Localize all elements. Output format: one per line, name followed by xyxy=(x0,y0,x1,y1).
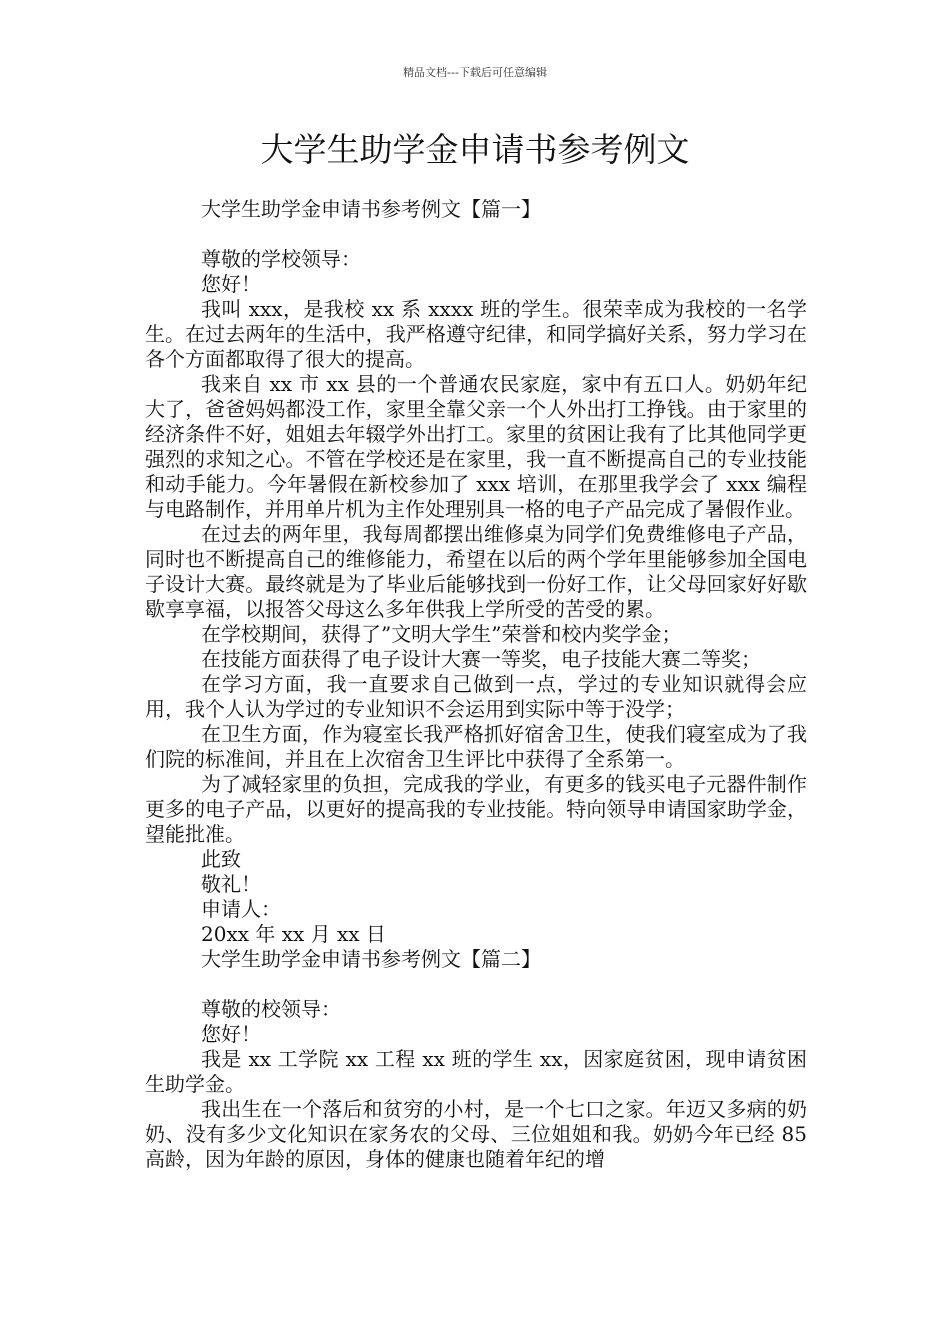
section-2-paragraph: 我是 xx 工学院 xx 工程 xx 班的学生 xx，因家庭贫困，现申请贫困生助学金。 xyxy=(145,1047,807,1096)
section-2-heading: 大学生助学金申请书参考例文【篇二】 xyxy=(201,947,541,971)
page-header-note: 精品文档---下载后可任意编辑 xyxy=(403,66,547,79)
section-1-applicant: 申请人： xyxy=(201,897,281,921)
section-1-greeting: 您好！ xyxy=(201,272,261,296)
section-2-salutation: 尊敬的校领导： xyxy=(201,997,341,1021)
section-1-paragraph: 在技能方面获得了电子设计大赛一等奖，电子技能大赛二等奖； xyxy=(201,647,761,671)
section-1-paragraph: 我来自 xx 市 xx 县的一个普通农民家庭，家中有五口人。奶奶年纪大了，爸爸妈妈都没工作，家里全靠父亲一个人外出打工挣钱。由于家里的经济条件不好，姐姐去年辍学外出打工。家里的贫困让我有了比其他同学更强烈的求知之心。不管在学校还是在家里，我一直不断提高自己的专业技能和动手能力。今年暑假在新校参加了 xxx 培训，在那里我学会了 xxx 编程与电路制作，并用单片机为主作处理别具一格的电子产品完成了暑假作业。 xyxy=(145,372,807,521)
section-1-paragraph: 在卫生方面，作为寝室长我严格抓好宿舍卫生，使我们寝室成为了我们院的标准间，并且在上次宿舍卫生评比中获得了全系第一。 xyxy=(145,722,807,771)
section-1-paragraph: 为了减轻家里的负担，完成我的学业，有更多的钱买电子元器件制作更多的电子产品，以更好的提高我的专业技能。特向领导申请国家助学金，望能批准。 xyxy=(145,772,807,846)
section-1-paragraph: 在学习方面，我一直要求自己做到一点，学过的专业知识就得会应用，我个人认为学过的专业知识不会运用到实际中等于没学； xyxy=(145,672,807,721)
document-title: 大学生助学金申请书参考例文 xyxy=(260,130,690,169)
document-body xyxy=(145,197,807,1172)
section-1-paragraph: 在过去的两年里，我每周都摆出维修桌为同学们免费维修电子产品，同时也不断提高自己的维修能力，希望在以后的两个学年里能够参加全国电子设计大赛。最终就是为了毕业后能够找到一份好工作，让父母回家好好歇歇享享福，以报答父母这么多年供我上学所受的苦受的累。 xyxy=(145,522,807,621)
section-1-salutation: 尊敬的学校领导： xyxy=(201,247,361,271)
section-1-paragraph: 在学校期间，获得了”文明大学生”荣誉和校内奖学金； xyxy=(201,622,682,646)
section-1-paragraph: 我叫 xxx，是我校 xx 系 xxxx 班的学生。很荣幸成为我校的一名学生。在过去两年的生活中，我严格遵守纪律，和同学搞好关系，努力学习在各个方面都取得了很大的提高。 xyxy=(145,297,807,371)
section-1-date: 20xx 年 xx 月 xx 日 xyxy=(201,922,386,946)
section-1-regards: 敬礼！ xyxy=(201,872,261,896)
section-2-paragraph: 我出生在一个落后和贫穷的小村，是一个七口之家。年迈又多病的奶奶、没有多少文化知识在家务农的父母、三位姐姐和我。奶奶今年已经 85 高龄，因为年龄的原因，身体的健康也随着年纪的增 xyxy=(145,1097,807,1171)
section-2-greeting: 您好！ xyxy=(201,1022,261,1046)
section-1-heading: 大学生助学金申请书参考例文【篇一】 xyxy=(201,197,541,221)
section-1-closing: 此致 xyxy=(201,847,241,871)
